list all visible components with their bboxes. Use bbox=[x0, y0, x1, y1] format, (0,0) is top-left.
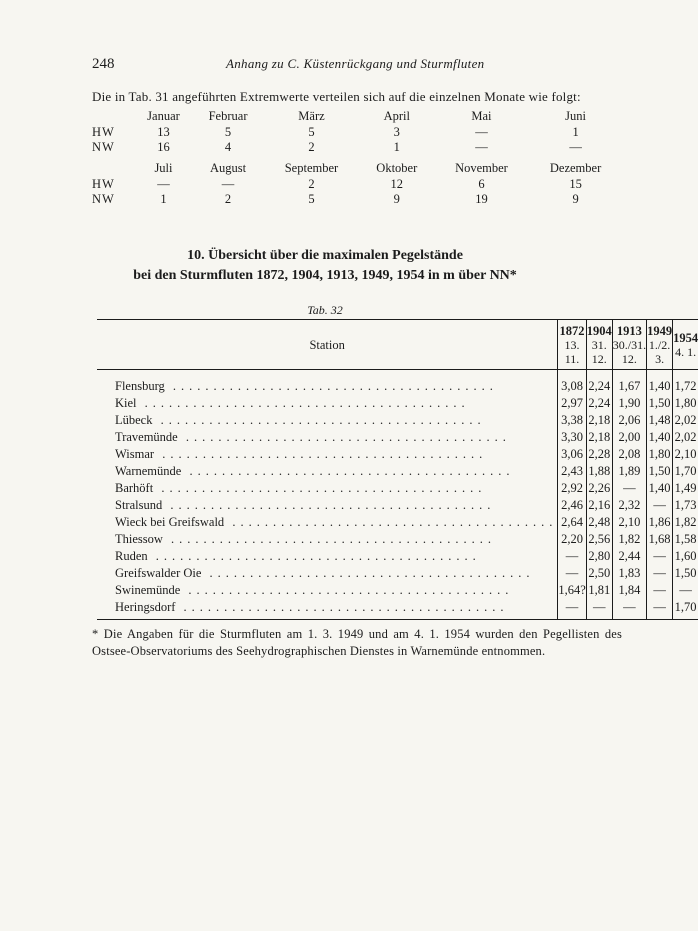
cell-value: 3,06 bbox=[558, 446, 586, 463]
month-label: August bbox=[209, 161, 247, 175]
table-row bbox=[92, 191, 622, 206]
table-row bbox=[97, 463, 698, 480]
cell-value: 15 bbox=[569, 176, 582, 191]
table-row bbox=[97, 497, 698, 514]
cell-value: — bbox=[647, 582, 673, 599]
cell-value: 1,72 bbox=[673, 378, 698, 395]
cell-value: 1,86 bbox=[647, 514, 673, 531]
station-name bbox=[97, 395, 558, 412]
cell-value: 1,40 bbox=[647, 378, 673, 395]
cell-value: 2,18 bbox=[586, 429, 612, 446]
cell-value: 2,16 bbox=[586, 497, 612, 514]
cell-value: 1,40 bbox=[647, 480, 673, 497]
station-name-text: Heringsdorf bbox=[115, 600, 176, 614]
cell-value: — bbox=[569, 139, 582, 154]
page-header bbox=[92, 56, 612, 76]
cell-value: 3 bbox=[393, 124, 400, 139]
station-name bbox=[97, 480, 558, 497]
station-name bbox=[97, 531, 558, 548]
cell-value: 1,58 bbox=[673, 531, 698, 548]
station-name bbox=[97, 514, 558, 531]
section-title-line: 10. Übersicht über die maximalen Pegelstände bbox=[187, 248, 463, 263]
cell-value: 2,08 bbox=[612, 446, 646, 463]
table-row bbox=[97, 582, 698, 599]
month-header-row bbox=[92, 108, 622, 124]
table-row bbox=[97, 531, 698, 548]
table-row bbox=[97, 395, 698, 412]
cell-value: 2,43 bbox=[558, 463, 586, 480]
leader-dots: ........................................ bbox=[175, 600, 509, 614]
cell-value: 2,92 bbox=[558, 480, 586, 497]
table-row bbox=[97, 378, 698, 395]
leader-dots: ........................................ bbox=[224, 515, 558, 529]
row-label: HW bbox=[92, 124, 115, 139]
cell-value: 1,68 bbox=[647, 531, 673, 548]
cell-value: 2,46 bbox=[558, 497, 586, 514]
cell-value: 1,50 bbox=[647, 395, 673, 412]
cell-value: 2,26 bbox=[586, 480, 612, 497]
cell-value: 2,06 bbox=[612, 412, 646, 429]
cell-value: 2,80 bbox=[586, 548, 612, 565]
station-name bbox=[97, 565, 558, 582]
cell-value: 2,10 bbox=[673, 446, 698, 463]
cell-value: — bbox=[612, 480, 646, 497]
leader-dots: ........................................ bbox=[162, 532, 497, 546]
cell-value: 1,40 bbox=[647, 429, 673, 446]
cell-value: — bbox=[475, 139, 488, 154]
cell-value: 1 bbox=[160, 191, 167, 206]
leader-dots: ........................................ bbox=[177, 430, 511, 444]
cell-value: 1,70 bbox=[673, 463, 698, 480]
table-row bbox=[97, 548, 698, 565]
station-name bbox=[97, 497, 558, 514]
cell-value: 3,30 bbox=[558, 429, 586, 446]
month-label: Januar bbox=[147, 109, 180, 123]
section-title bbox=[0, 246, 650, 286]
station-name-text: Thiessow bbox=[115, 532, 163, 546]
running-title: Anhang zu C. Küstenrückgang und Sturmfluten bbox=[226, 56, 485, 71]
month-label: Oktober bbox=[376, 161, 418, 175]
station-name-text: Wieck bei Greifswald bbox=[115, 515, 225, 529]
cell-value: 1,64? bbox=[558, 583, 586, 597]
section-title-line: bei den Sturmfluten 1872, 1904, 1913, 1949, 1954 in m über NN* bbox=[133, 268, 517, 283]
cell-value: 3,38 bbox=[558, 412, 586, 429]
month-header-row bbox=[92, 160, 622, 176]
month-label: September bbox=[284, 161, 339, 175]
cell-value: — bbox=[612, 599, 646, 616]
column-date: 1./2. 3. bbox=[648, 338, 671, 366]
table-row bbox=[97, 599, 698, 616]
station-name-text: Wismar bbox=[115, 447, 155, 461]
cell-value: 19 bbox=[475, 191, 488, 206]
cell-value: 2,28 bbox=[586, 446, 612, 463]
cell-value: 1,70 bbox=[673, 599, 698, 616]
station-name-text: Stralsund bbox=[115, 498, 163, 512]
year-column-header bbox=[586, 320, 612, 370]
cell-value: 4 bbox=[224, 139, 232, 154]
station-name bbox=[97, 548, 558, 565]
month-label: Dezember bbox=[549, 161, 602, 175]
station-name-text: Ruden bbox=[115, 549, 148, 563]
cell-value: 9 bbox=[393, 191, 400, 206]
cell-value: 1,82 bbox=[612, 531, 646, 548]
station-name-text: Greifswalder Oie bbox=[115, 566, 202, 580]
row-label: NW bbox=[92, 139, 115, 154]
station-name-text: Lübeck bbox=[115, 413, 153, 427]
leader-dots: ........................................ bbox=[152, 413, 486, 427]
column-date: 13. 11. bbox=[564, 338, 580, 366]
cell-value: — bbox=[647, 565, 673, 582]
month-label: April bbox=[383, 109, 410, 123]
station-column-header: Station bbox=[97, 320, 558, 370]
cell-value: 2,20 bbox=[558, 531, 586, 548]
month-label: Juni bbox=[565, 109, 586, 123]
column-year: 1954 bbox=[673, 331, 698, 345]
monthly-distribution-table bbox=[92, 108, 622, 206]
station-name bbox=[97, 429, 558, 446]
cell-value: 2,18 bbox=[586, 412, 612, 429]
table-label: Tab. 32 bbox=[307, 303, 343, 317]
column-date: 31. 12. bbox=[591, 338, 607, 366]
cell-value: 1,84 bbox=[612, 582, 646, 599]
row-label: NW bbox=[92, 191, 115, 206]
cell-value: 2 bbox=[308, 139, 315, 154]
month-label: Februar bbox=[208, 109, 248, 123]
cell-value: — bbox=[647, 548, 673, 565]
year-column-header bbox=[647, 320, 673, 370]
cell-value: 5 bbox=[224, 124, 232, 139]
cell-value: 16 bbox=[157, 139, 170, 154]
cell-value: 3,08 bbox=[558, 378, 586, 395]
footnote: * Die Angaben für die Sturmfluten am 1. 3. 1949 und am 4. 1. 1954 wurden den Pegellisten des Ostsee-Observatoriums des Seehydrographischen Dienstes in Warnemünde entnommen. bbox=[92, 627, 622, 658]
station-name-text: Kiel bbox=[115, 396, 137, 410]
water-level-table bbox=[97, 319, 698, 620]
cell-value: 5 bbox=[308, 191, 315, 206]
station-name-text: Travemünde bbox=[115, 430, 178, 444]
cell-value: 2,97 bbox=[558, 395, 586, 412]
row-label: HW bbox=[92, 176, 115, 191]
cell-value: — bbox=[586, 599, 612, 616]
cell-value: 1,48 bbox=[647, 412, 673, 429]
cell-value: 1,83 bbox=[612, 565, 646, 582]
cell-value: 2,24 bbox=[586, 378, 612, 395]
table-row bbox=[97, 480, 698, 497]
station-name bbox=[97, 378, 558, 395]
page-number: 248 bbox=[92, 56, 115, 72]
cell-value: 12 bbox=[390, 176, 404, 191]
table-row bbox=[97, 412, 698, 429]
leader-dots: ........................................ bbox=[162, 498, 496, 512]
station-name-text: Flensburg bbox=[115, 379, 165, 393]
cell-value: 1,82 bbox=[673, 514, 698, 531]
column-date: 30./31. 12. bbox=[612, 338, 647, 366]
station-name bbox=[97, 463, 558, 480]
table-row bbox=[97, 429, 698, 446]
cell-value: 2,24 bbox=[586, 395, 612, 412]
cell-value: 13 bbox=[157, 124, 170, 139]
cell-value: 1,73 bbox=[673, 497, 698, 514]
cell-value: 1,67 bbox=[612, 378, 646, 395]
cell-value: 1,80 bbox=[647, 446, 673, 463]
cell-value: — bbox=[475, 124, 488, 139]
month-label: November bbox=[455, 161, 508, 175]
cell-value: 2 bbox=[308, 176, 315, 191]
cell-value: 2,64 bbox=[558, 514, 586, 531]
water-level-table-body bbox=[97, 370, 698, 620]
cell-value: 9 bbox=[572, 191, 579, 206]
month-label: Juli bbox=[154, 161, 173, 175]
month-label: März bbox=[298, 109, 325, 123]
leader-dots: ........................................ bbox=[136, 396, 470, 410]
cell-value: 2,02 bbox=[673, 429, 698, 446]
cell-value: 1,50 bbox=[647, 463, 673, 480]
year-column-header bbox=[612, 320, 646, 370]
table-row bbox=[92, 176, 622, 191]
cell-value: — bbox=[558, 548, 586, 565]
cell-value: 5 bbox=[308, 124, 315, 139]
column-year: 1872 bbox=[559, 324, 585, 338]
table-row bbox=[92, 124, 622, 139]
year-column-header bbox=[558, 320, 586, 370]
cell-value: 2,48 bbox=[586, 514, 612, 531]
leader-dots: ........................................ bbox=[147, 549, 481, 563]
leader-dots: ........................................ bbox=[164, 379, 498, 393]
leader-dots: ........................................ bbox=[180, 583, 514, 597]
table-row bbox=[97, 514, 698, 531]
column-year: 1904 bbox=[586, 324, 612, 338]
station-name bbox=[97, 412, 558, 429]
cell-value: — bbox=[647, 497, 673, 514]
station-name bbox=[97, 582, 558, 599]
cell-value: 2,56 bbox=[586, 531, 612, 548]
leader-dots: ........................................ bbox=[153, 481, 487, 495]
table-row bbox=[92, 139, 622, 154]
table-header-row bbox=[97, 320, 698, 370]
cell-value: — bbox=[647, 599, 673, 616]
table-row bbox=[97, 446, 698, 463]
cell-value: 2,44 bbox=[612, 548, 646, 565]
leader-dots: ........................................ bbox=[154, 447, 488, 461]
cell-value: 1,60 bbox=[673, 548, 698, 565]
cell-value: — bbox=[157, 176, 170, 191]
cell-value: — bbox=[673, 582, 698, 599]
cell-value: 1,50 bbox=[673, 565, 698, 582]
cell-value: 2,50 bbox=[586, 565, 612, 582]
cell-value: — bbox=[558, 599, 586, 616]
month-label: Mai bbox=[471, 109, 492, 123]
cell-value: 1,90 bbox=[612, 395, 646, 412]
station-name bbox=[97, 446, 558, 463]
cell-value: 1,49 bbox=[673, 480, 698, 497]
leader-dots: ........................................ bbox=[181, 464, 515, 478]
year-column-header bbox=[673, 320, 698, 370]
cell-value: 1,89 bbox=[612, 463, 646, 480]
column-date: 4. 1. bbox=[675, 345, 697, 359]
cell-value: 6 bbox=[478, 176, 485, 191]
cell-value: 2,10 bbox=[612, 514, 646, 531]
station-name-text: Swinemünde bbox=[115, 583, 181, 597]
cell-value: 1,81 bbox=[586, 582, 612, 599]
station-name-text: Warnemünde bbox=[115, 464, 182, 478]
cell-value: — bbox=[221, 176, 235, 191]
cell-value: 2 bbox=[224, 191, 232, 206]
column-year: 1949 bbox=[647, 324, 673, 338]
cell-value: 2,00 bbox=[612, 429, 646, 446]
leader-dots: ........................................ bbox=[201, 566, 535, 580]
cell-value: 1,88 bbox=[586, 463, 612, 480]
column-year: 1913 bbox=[616, 324, 642, 338]
cell-value: 1,80 bbox=[673, 395, 698, 412]
station-name bbox=[97, 599, 558, 616]
cell-value: 2,02 bbox=[673, 412, 698, 429]
station-name-text: Barhöft bbox=[115, 481, 154, 495]
cell-value: 2,32 bbox=[612, 497, 646, 514]
cell-value: 1 bbox=[572, 124, 579, 139]
intro-text: Die in Tab. 31 angeführten Extremwerte verteilen sich auf die einzelnen Monate wie folgt: bbox=[92, 89, 581, 104]
cell-value: — bbox=[558, 565, 586, 582]
cell-value: 1 bbox=[393, 139, 400, 154]
table-row bbox=[97, 565, 698, 582]
